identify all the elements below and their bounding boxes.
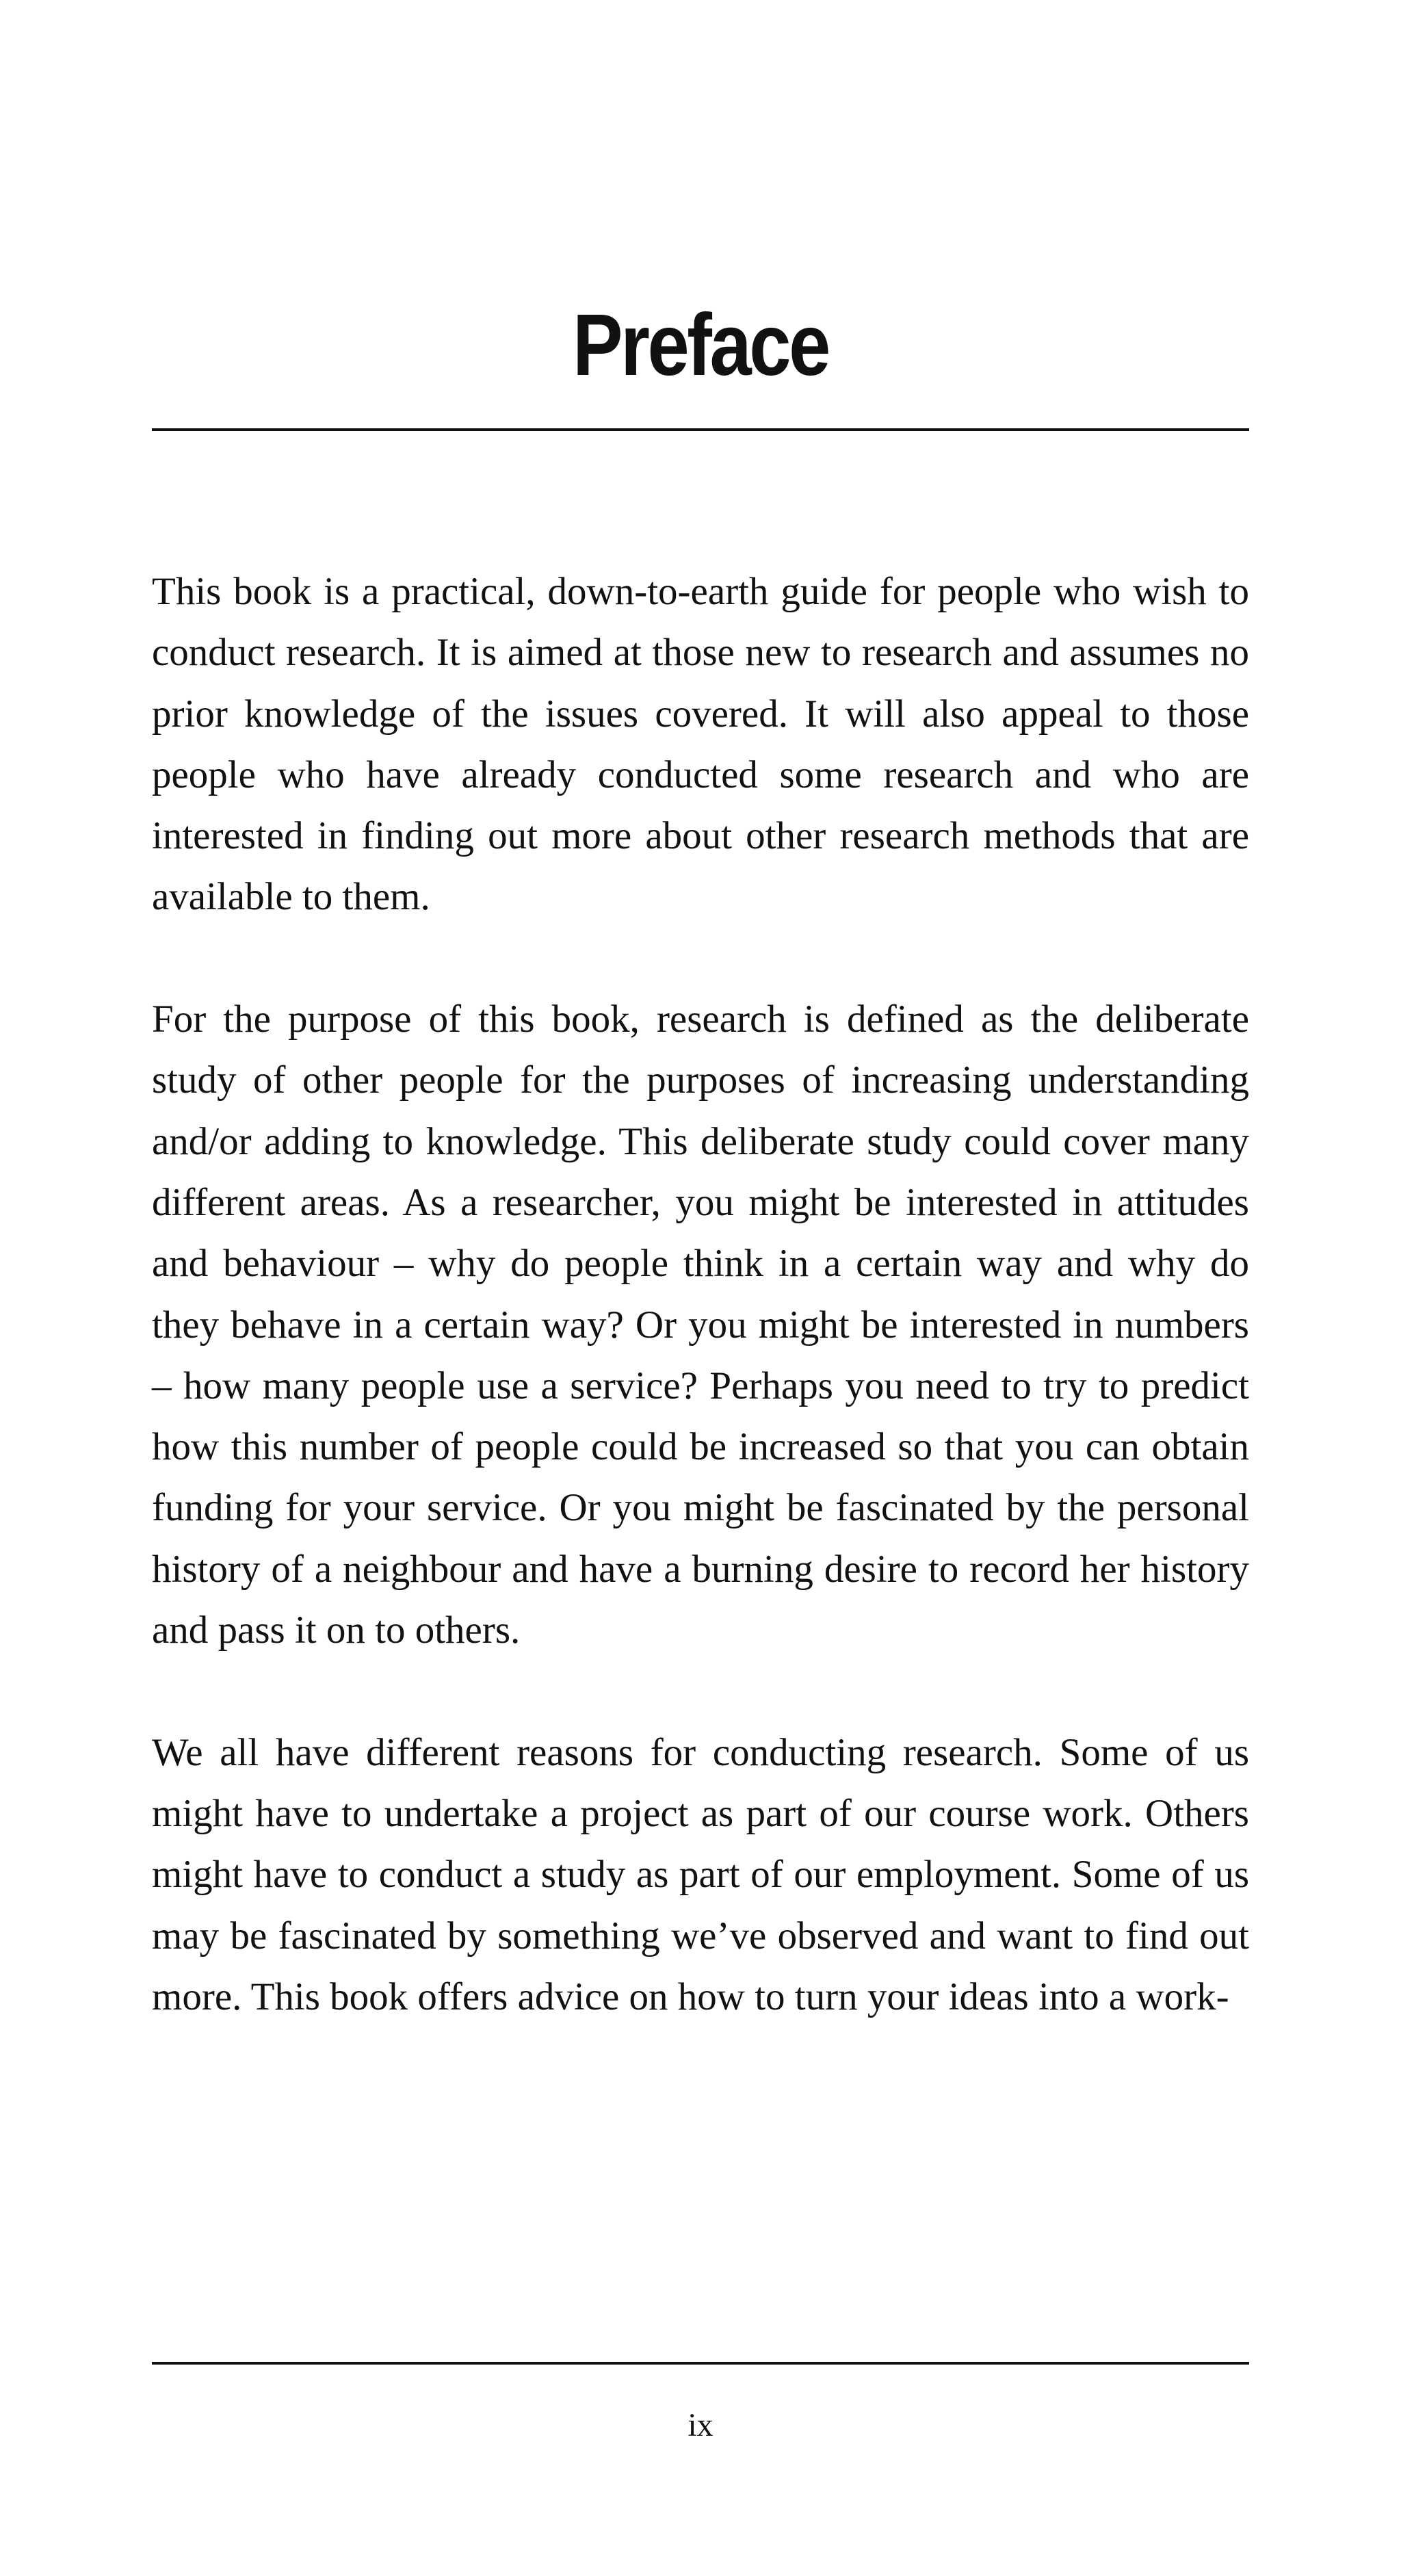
page-number: ix (688, 2407, 713, 2443)
body-text (152, 561, 1249, 2027)
footer-rule (152, 2362, 1249, 2365)
paragraph-3: We all have different reasons for conducting research. Some of us might have to undertake a project as part of our course work. Others might have to conduct a study as part of our employment. Some of us may be fascinated by something we’ve observed and want to find out more. This book offers advice on how to turn your ideas into a work- (152, 1730, 1249, 2018)
page-title: Preface (573, 296, 828, 394)
title-rule (152, 428, 1249, 431)
paragraph-2: For the purpose of this book, research is defined as the deliberate study of other people for the purposes of increasing understanding and/or adding to knowledge. This deliberate study could cover many different areas. As a researcher, you might be interested in attitudes and behaviour – why do people think in a certain way and why do they behave in a certain way? Or you might be interested in numbers – how many people use a service? Perhaps you need to try to predict how this number of people could be increased so that you can obtain funding for your service. Or you might be fascinated by the personal history of a neighbour and have a burning desire to record her history and pass it on to others. (152, 998, 1249, 1652)
paragraph-1: This book is a practical, down-to-earth guide for people who wish to conduct research. It is aimed at those new to research and assumes no prior knowledge of the issues covered. It will also appeal to those people who have already conducted some research and who are interested in finding out more about other research methods that are available to them. (152, 570, 1249, 919)
